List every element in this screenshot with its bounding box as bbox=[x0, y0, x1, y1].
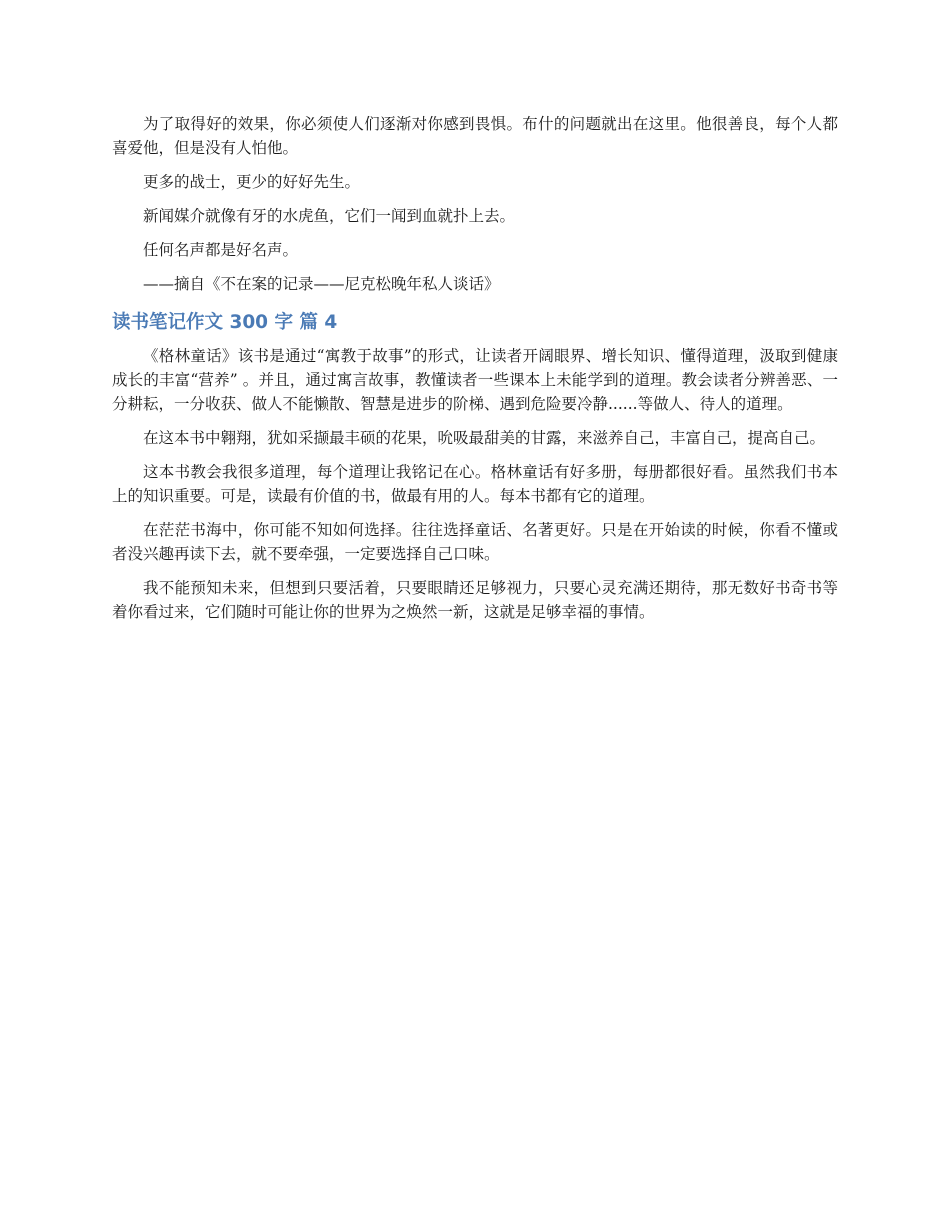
paragraph-source: ——摘自《不在案的记录——尼克松晚年私人谈话》 bbox=[143, 275, 500, 293]
paragraph-bush: 为了取得好的效果，你必须使人们逐渐对你感到畏惧。布什的问题就出在这里。他很善良，每个人都喜爱他，但是没有人怕他。 bbox=[112, 115, 838, 157]
paragraph-choosing: 在茫茫书海中，你可能不知如何选择。往往选择童话、名著更好。只是在开始读的时候，你看不懂或者没兴趣再读下去，就不要牵强，一定要选择自己口味。 bbox=[112, 521, 838, 563]
section-heading: 读书笔记作文 300 字 篇 4 bbox=[112, 312, 338, 333]
paragraph-lessons: 这本书教会我很多道理，每个道理让我铭记在心。格林童话有好多册，每册都很好看。虽然我们书本上的知识重要。可是，读最有价值的书，做最有用的人。每本书都有它的道理。 bbox=[112, 463, 838, 505]
paragraph-fame: 任何名声都是好名声。 bbox=[143, 241, 299, 259]
paragraph-media: 新闻媒介就像有牙的水虎鱼，它们一闻到血就扑上去。 bbox=[143, 207, 516, 225]
paragraph-grimm-intro: 《格林童话》该书是通过“寓教于故事”的形式，让读者开阔眼界、增长知识、懂得道理，汲取到健康成长的丰富“营养” 。并且，通过寓言故事，教懂读者一些课本上未能学到的道理。教会读者分辨善恶、一分耕耘，一分收获、做人不能懒散、智慧是进步的阶梯、遇到危险要冷静......等做人、待人的道理。 bbox=[112, 347, 838, 413]
paragraph-soaring: 在这本书中翱翔，犹如采撷最丰硕的花果，吮吸最甜美的甘露，来滋养自己，丰富自己，提高自己。 bbox=[143, 429, 826, 447]
document-page bbox=[112, 112, 838, 634]
paragraph-warriors: 更多的战士，更少的好好先生。 bbox=[143, 173, 361, 191]
paragraph-future: 我不能预知未来，但想到只要活着，只要眼睛还足够视力，只要心灵充满还期待，那无数好书奇书等着你看过来，它们随时可能让你的世界为之焕然一新，这就是足够幸福的事情。 bbox=[112, 579, 838, 621]
